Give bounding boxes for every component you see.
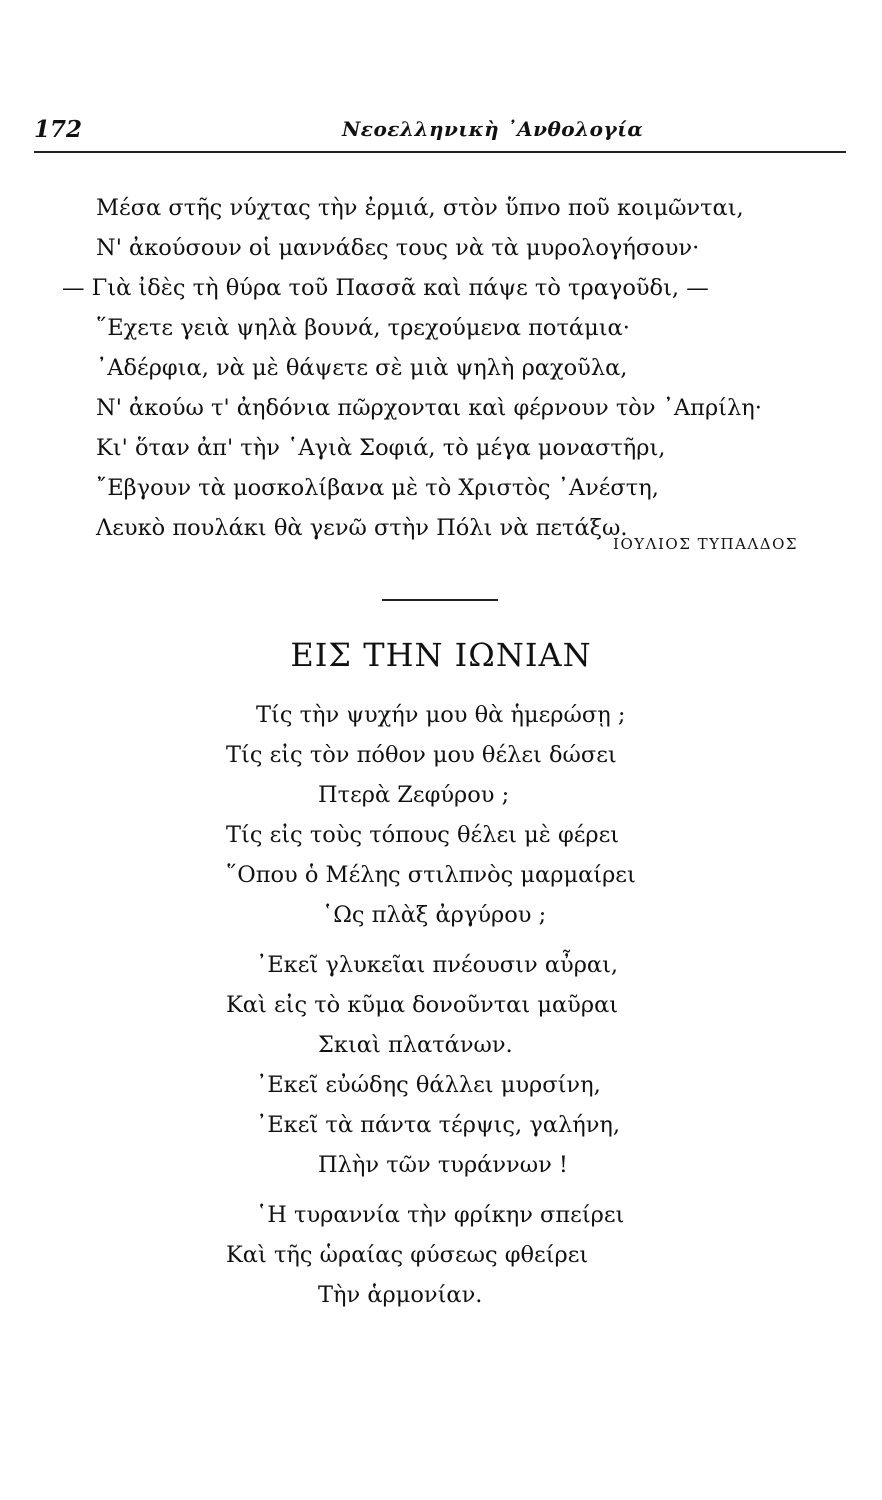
poem2-line: Πτερὰ Ζεφύρου ; bbox=[318, 782, 510, 808]
section-divider bbox=[382, 599, 498, 601]
poem1-line: ῞Εχετε γειὰ ψηλὰ βουνά, τρεχούμενα ποτάμια· bbox=[96, 315, 630, 341]
poem1-author: ΙΟΥΛΙΟΣ ΤΥΠΑΛΔΟΣ bbox=[613, 535, 798, 553]
poem1-line: Λευκὸ πουλάκι θὰ γενῶ στὴν Πόλι νὰ πετάξω. bbox=[96, 515, 628, 541]
poem1-line: Ν' ἀκούω τ' ἀηδόνια πῶρχονται καὶ φέρνουν τὸν ᾿Απρίλη· bbox=[96, 395, 762, 421]
poem1-line: Μέσα στῆς νύχτας τὴν ἐρμιά, στὸν ὕπνο ποῦ κοιμῶνται, bbox=[96, 195, 744, 221]
poem2-line: Καὶ εἰς τὸ κῦμα δονοῦνται μαῦραι bbox=[226, 992, 619, 1018]
poem1-line: ᾿Αδέρφια, νὰ μὲ θάψετε σὲ μιὰ ψηλὴ ραχοῦλα, bbox=[96, 355, 628, 381]
poem1-line: — Γιὰ ἰδὲς τὴ θύρα τοῦ Πασσᾶ καὶ πάψε τὸ τραγοῦδι, — bbox=[62, 275, 709, 301]
poem2-title: ΕΙΣ ΤΗΝ ΙΩΝΙΑΝ bbox=[290, 636, 592, 674]
poem2-line: ᾿Εκεῖ εὐώδης θάλλει μυρσίνη, bbox=[256, 1072, 601, 1098]
poem2-line: Τὴν ἁρμονίαν. bbox=[318, 1282, 483, 1308]
poem2-line: Καὶ τῆς ὡραίας φύσεως φθείρει bbox=[226, 1242, 589, 1268]
running-title: Νεοελληνικὴ ᾿Ανθολογία bbox=[342, 117, 644, 141]
poem1-line: Κι' ὅταν ἀπ' τὴν ῾Αγιὰ Σοφιά, τὸ μέγα μοναστῆρι, bbox=[96, 435, 666, 461]
poem2-line: ᾿Εκεῖ γλυκεῖαι πνέουσιν αὖραι, bbox=[256, 952, 619, 978]
poem1-line: Ν' ἀκούσουν οἱ μαννάδες τους νὰ τὰ μυρολογήσουν· bbox=[96, 235, 700, 261]
header-rule bbox=[34, 151, 846, 153]
poem2-line: Σκιαὶ πλατάνων. bbox=[318, 1032, 513, 1058]
poem2-line: ᾿Εκεῖ τὰ πάντα τέρψις, γαλήνη, bbox=[256, 1112, 621, 1138]
poem2-line: Πλὴν τῶν τυράννων ! bbox=[318, 1152, 568, 1178]
poem2-line: ῾Η τυραννία τὴν φρίκην σπείρει bbox=[256, 1202, 625, 1228]
page-number: 172 bbox=[34, 116, 83, 143]
poem2-line: Τίς εἰς τὸν πόθον μου θέλει δώσει bbox=[226, 742, 617, 768]
poem1-line: ῎Εβγουν τὰ μοσκολίβανα μὲ τὸ Χριστὸς ᾿Ανέστη, bbox=[96, 475, 659, 501]
poem2-line: Τίς εἰς τοὺς τόπους θέλει μὲ φέρει bbox=[226, 822, 620, 848]
poem2-line: ῾Ως πλὰξ ἀργύρου ; bbox=[322, 902, 547, 928]
poem2-line: ῞Οπου ὁ Μέλης στιλπνὸς μαρμαίρει bbox=[226, 862, 636, 888]
poem2-line: Τίς τὴν ψυχήν μου θὰ ἡμερώσῃ ; bbox=[256, 702, 626, 728]
